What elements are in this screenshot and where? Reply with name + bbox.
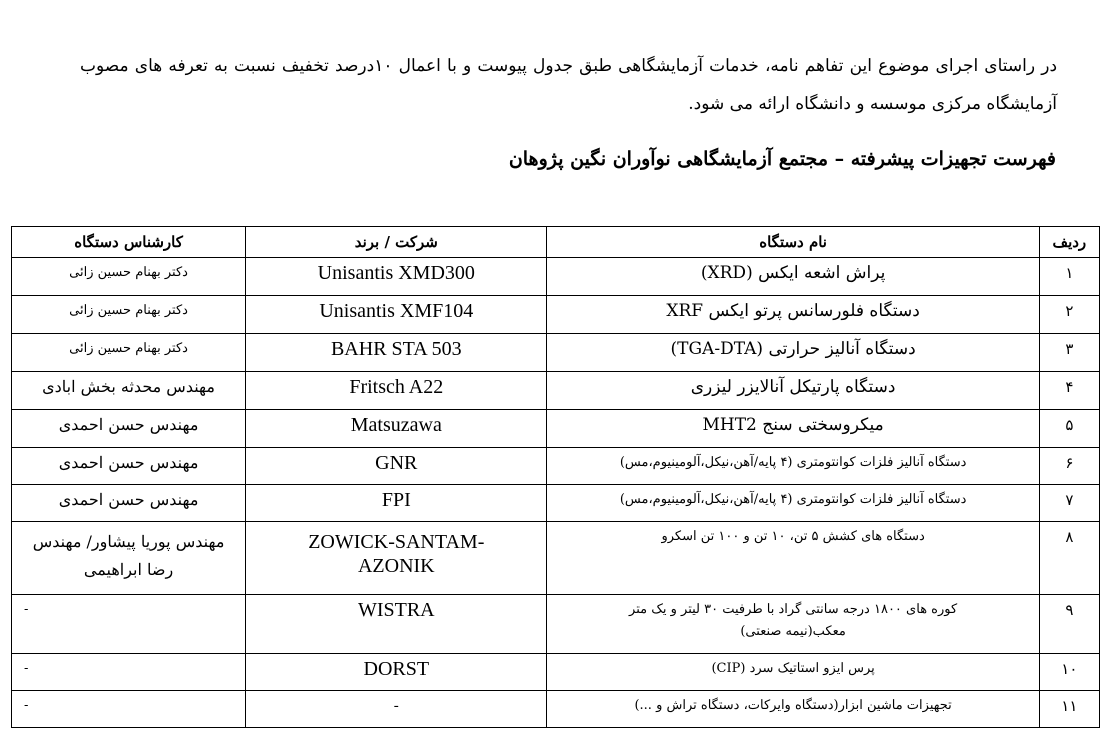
row-number: ۷ [1039,485,1099,522]
device-brand: ZOWICK-SANTAM-AZONIK [246,522,547,595]
device-expert: - [12,654,246,691]
device-expert: مهندس حسن احمدی [12,485,246,522]
device-brand: FPI [246,485,547,522]
device-expert: دکتر بهنام حسین زائی [12,296,246,334]
device-expert: مهندس حسن احمدی [12,448,246,485]
table-row [12,258,1100,296]
device-brand: DORST [246,654,547,691]
device-expert: دکتر بهنام حسین زائی [12,334,246,372]
device-brand: Unisantis XMD300 [246,258,547,296]
device-brand: Matsuzawa [246,410,547,448]
device-name: دستگاه آنالیز فلزات کوانتومتری (۴ پایه/آهن،نیکل،آلومینیوم،مس) [547,485,1039,522]
table-header-row [12,227,1100,258]
device-brand: Unisantis XMF104 [246,296,547,334]
header-device-name: نام دستگاه [547,227,1039,258]
header-row-number: ردیف [1039,227,1099,258]
intro-paragraph: در راستای اجرای موضوع این تفاهم نامه، خدمات آزمایشگاهی طبق جدول پیوست و با اعمال ۱۰درصد تخفیف نسبت به تعرفه های مصوب آزمایشگاه مرکزی موسسه و دانشگاه ارائه می شود. [80,56,1058,114]
device-brand: WISTRA [246,595,547,654]
table-row [12,372,1100,410]
device-name: دستگاه پارتیکل آنالایزر لیزری [547,372,1039,410]
row-number: ۱۱ [1039,691,1099,728]
device-name: کوره های ۱۸۰۰ درجه سانتی گراد با طرفیت ۳۰ لیتر و یک متر معکب(نیمه صنعتی) [547,595,1039,654]
table-row [12,522,1100,595]
device-brand: BAHR STA 503 [246,334,547,372]
equipment-table [11,226,1100,728]
row-number: ۵ [1039,410,1099,448]
device-expert: مهندس پوریا پیشاور/ مهندس رضا ابراهیمی [12,522,246,595]
table-row [12,296,1100,334]
row-number: ۱ [1039,258,1099,296]
device-brand: Fritsch A22 [246,372,547,410]
device-name: دستگاه فلورسانس پرتو ایکس XRF [547,296,1039,334]
table-row [12,410,1100,448]
device-name: تجهیزات ماشین ابزار(دستگاه وایرکات، دستگاه تراش و ...) [547,691,1039,728]
device-name: دستگاه آنالیز حرارتی (TGA-DTA) [547,334,1039,372]
table-row [12,485,1100,522]
header-brand: شرکت / برند [246,227,547,258]
row-number: ۹ [1039,595,1099,654]
table-row [12,334,1100,372]
device-name: میکروسختی سنج MHT2 [547,410,1039,448]
table-row [12,595,1100,654]
header-expert: کارشناس دستگاه [12,227,246,258]
device-brand: GNR [246,448,547,485]
device-expert: - [12,595,246,654]
row-number: ۸ [1039,522,1099,595]
device-expert: مهندس حسن احمدی [12,410,246,448]
device-name: پرس ایزو استاتیک سرد (CIP) [547,654,1039,691]
device-expert: مهندس محدثه بخش ابادی [12,372,246,410]
table-row [12,448,1100,485]
device-expert: دکتر بهنام حسین زائی [12,258,246,296]
device-name: دستگاه های کشش ۵ تن، ۱۰ تن و ۱۰۰ تن اسکرو [547,522,1039,595]
device-expert: - [12,691,246,728]
row-number: ۶ [1039,448,1099,485]
row-number: ۳ [1039,334,1099,372]
row-number: ۲ [1039,296,1099,334]
table-row [12,691,1100,728]
row-number: ۱۰ [1039,654,1099,691]
row-number: ۴ [1039,372,1099,410]
device-brand: - [246,691,547,728]
device-name: دستگاه آنالیز فلزات کوانتومتری (۴ پایه/آهن،نیکل،آلومینیوم،مس) [547,448,1039,485]
device-name: پراش اشعه ایکس (XRD) [547,258,1039,296]
table-row [12,654,1100,691]
section-title: فهرست تجهیزات پیشرفته – مجتمع آزمایشگاهی نوآوران نگین پژوهان [508,148,1056,170]
